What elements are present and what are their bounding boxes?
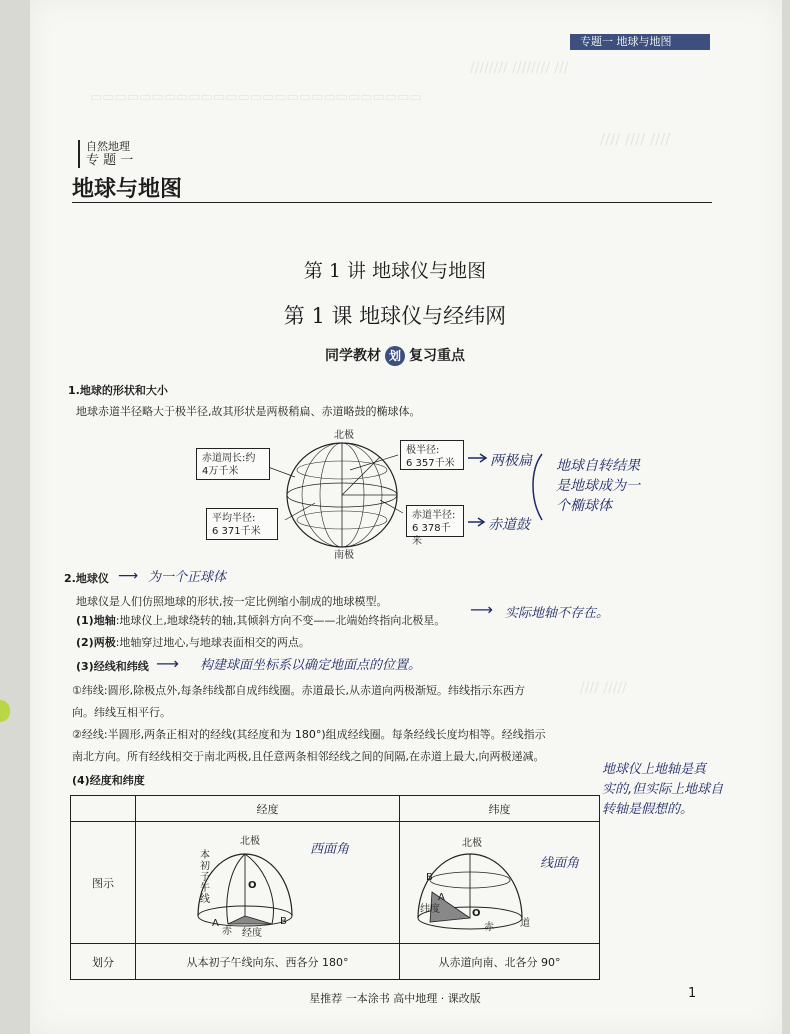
note-rotation-line2: 是地球成为一 [556,478,640,494]
item3-label: (3)经线和纬线 [76,660,149,673]
equator-length-line2: 4万千米 [202,466,239,477]
review-suffix: 复习重点 [409,348,465,364]
note-grid: 构建球面坐标系以确定地面点的位置。 [200,658,422,673]
lon-fig-B: B [280,916,287,927]
item1-label: (1)地轴 [76,614,116,627]
longitude-desc-line2: 南北方向。所有经线相交于南北两极,且任意两条相邻经线之间的间隔,在赤道上最大,向两极递减。 [72,750,545,763]
south-pole-label: 南极 [334,550,354,561]
note-liangjibian: 两极扁 [490,453,532,469]
equator-radius-box [406,505,464,547]
review-prefix: 同学教材 [325,348,381,364]
header-latitude: 纬度 [400,796,600,822]
mean-radius-box [206,508,278,540]
item4-heading: (4)经度和纬度 [72,774,145,787]
polar-radius-box [400,440,464,470]
polar-radius-line1: 极半径: [406,445,440,456]
page-title: 地球与地图 [72,176,183,202]
prime-meridian [227,854,245,924]
table-header-row [71,796,600,822]
row-label-divide: 划分 [71,944,136,980]
bracket-curve [533,454,542,520]
note-lat-angle: 线面角 [540,856,580,871]
lon-fig-meridian-4: 午 [200,883,210,894]
lecture-title: 第 1 讲 地球仪与地图 [303,260,487,282]
note-rotation-line1: 地球自转结果 [556,458,640,474]
lesson-title: 第 1 课 地球仪与经纬网 [283,304,507,328]
page-tab-marker [0,700,10,722]
mean-radius-line2: 6 371千米 [212,526,261,537]
table-corner [71,796,136,822]
review-badge: 划 [385,346,405,366]
lat-fig-B: B [426,872,433,883]
lat-fig-north: 北极 [462,838,482,849]
section1-heading: 1.地球的形状和大小 [68,384,168,397]
arrow-axis-note: ⟶ [470,600,493,619]
lon-fig-meridian-3: 子 [200,872,210,883]
title-divider [72,202,712,203]
lat-fig-dao: 道 [520,918,530,929]
row-label-figure: 图示 [71,822,136,944]
note-axis-real-line2: 实的,但实际上地球自 [602,782,724,797]
latitude-desc-line2: 向。纬线互相平行。 [72,706,171,719]
item2-text: :地轴穿过地心,与地球表面相交的两点。 [115,636,310,649]
equator-radius-line1: 赤道半径: [412,510,456,521]
mean-radius-line1: 平均半径: [212,513,256,524]
review-heading [0,345,790,366]
subject-name: 自然地理 [86,140,130,153]
callout-equator-len [268,467,295,477]
section2-heading: 2.地球仪 [64,572,109,585]
lon-fig-O: O [248,880,257,891]
longitude-desc-line1: ②经线:半圆形,两条正相对的经线(其经度和为 180°)组成经线圈。每条经线长度均相等。经线指示 [72,728,546,741]
page-number: 1 [688,986,697,1001]
lon-fig-north: 北极 [240,836,260,847]
topic-label: 专 题 一 [86,153,134,168]
latitude-desc-line1: ①纬线:圆形,除极点外,每条纬线都自成纬线圈。赤道最长,从赤道向两极渐短。纬线指示东西方 [72,684,526,697]
header-longitude: 经度 [136,796,400,822]
subject-label [78,140,133,168]
lon-fig-meridian-1: 本 [200,850,210,861]
lon-fig-A: A [212,918,219,929]
item2-line [76,635,310,651]
lon-fig-meridian-5: 线 [200,894,210,905]
lat-fig-A: A [438,892,445,903]
note-axis-real [602,760,723,820]
table-divide-row [71,944,600,980]
lat-fig-weidu: 纬度 [420,904,440,915]
lon-fig-jingdu: 经度 [242,928,262,939]
section-tag: 专题一 地球与地图 [570,34,710,50]
note-chidaogu: 赤道鼓 [488,517,530,533]
equator-length-box [196,448,270,480]
page-footer: 星推荐 一本涂书 高中地理 · 课改版 [309,992,481,1005]
lat-fig-O: O [472,908,481,919]
note-rotation-result [556,456,640,516]
note-axis: 实际地轴不存在。 [505,606,610,621]
latitude-divide: 从赤道向南、北各分 90° [400,944,600,980]
note-axis-real-line1: 地球仪上地轴是真 [602,762,707,777]
north-pole-label: 北极 [334,430,354,441]
note-axis-real-line3: 转轴是假想的。 [602,802,694,817]
lon-fig-chi: 赤 [222,926,232,937]
lat-fig-chi: 赤 [484,922,494,933]
equator-length-line1: 赤道周长:约 [202,453,256,464]
arrow-grid-note: ⟶ [156,654,179,673]
lon-angle-fill [228,916,272,924]
section2-text: 地球仪是人们仿照地球的形状,按一定比例缩小制成的地球模型。 [76,595,388,608]
note-lon-angle: 西面角 [310,842,350,857]
item1-text: :地球仪上,地球绕转的轴,其倾斜方向不变——北端始终指向北极星。 [115,614,446,627]
callout-equator-radius [380,500,403,513]
arrow-globe-note: ⟶ [118,568,139,584]
section1-text: 地球赤道半径略大于极半径,故其形状是两极稍扁、赤道略鼓的椭球体。 [76,405,421,418]
longitude-divide: 从本初子午线向东、西各分 180° [136,944,400,980]
note-globe: 为一个正球体 [148,570,227,585]
note-rotation-line3: 个椭球体 [556,498,612,514]
lon-fig-meridian-label [200,850,210,905]
lon-fig-meridian-2: 初 [200,861,210,872]
item2-label: (2)两极 [76,636,116,649]
polar-radius-line2: 6 357千米 [406,458,455,469]
item1-line [76,613,445,629]
equator-radius-line2: 6 378千米 [412,523,451,547]
